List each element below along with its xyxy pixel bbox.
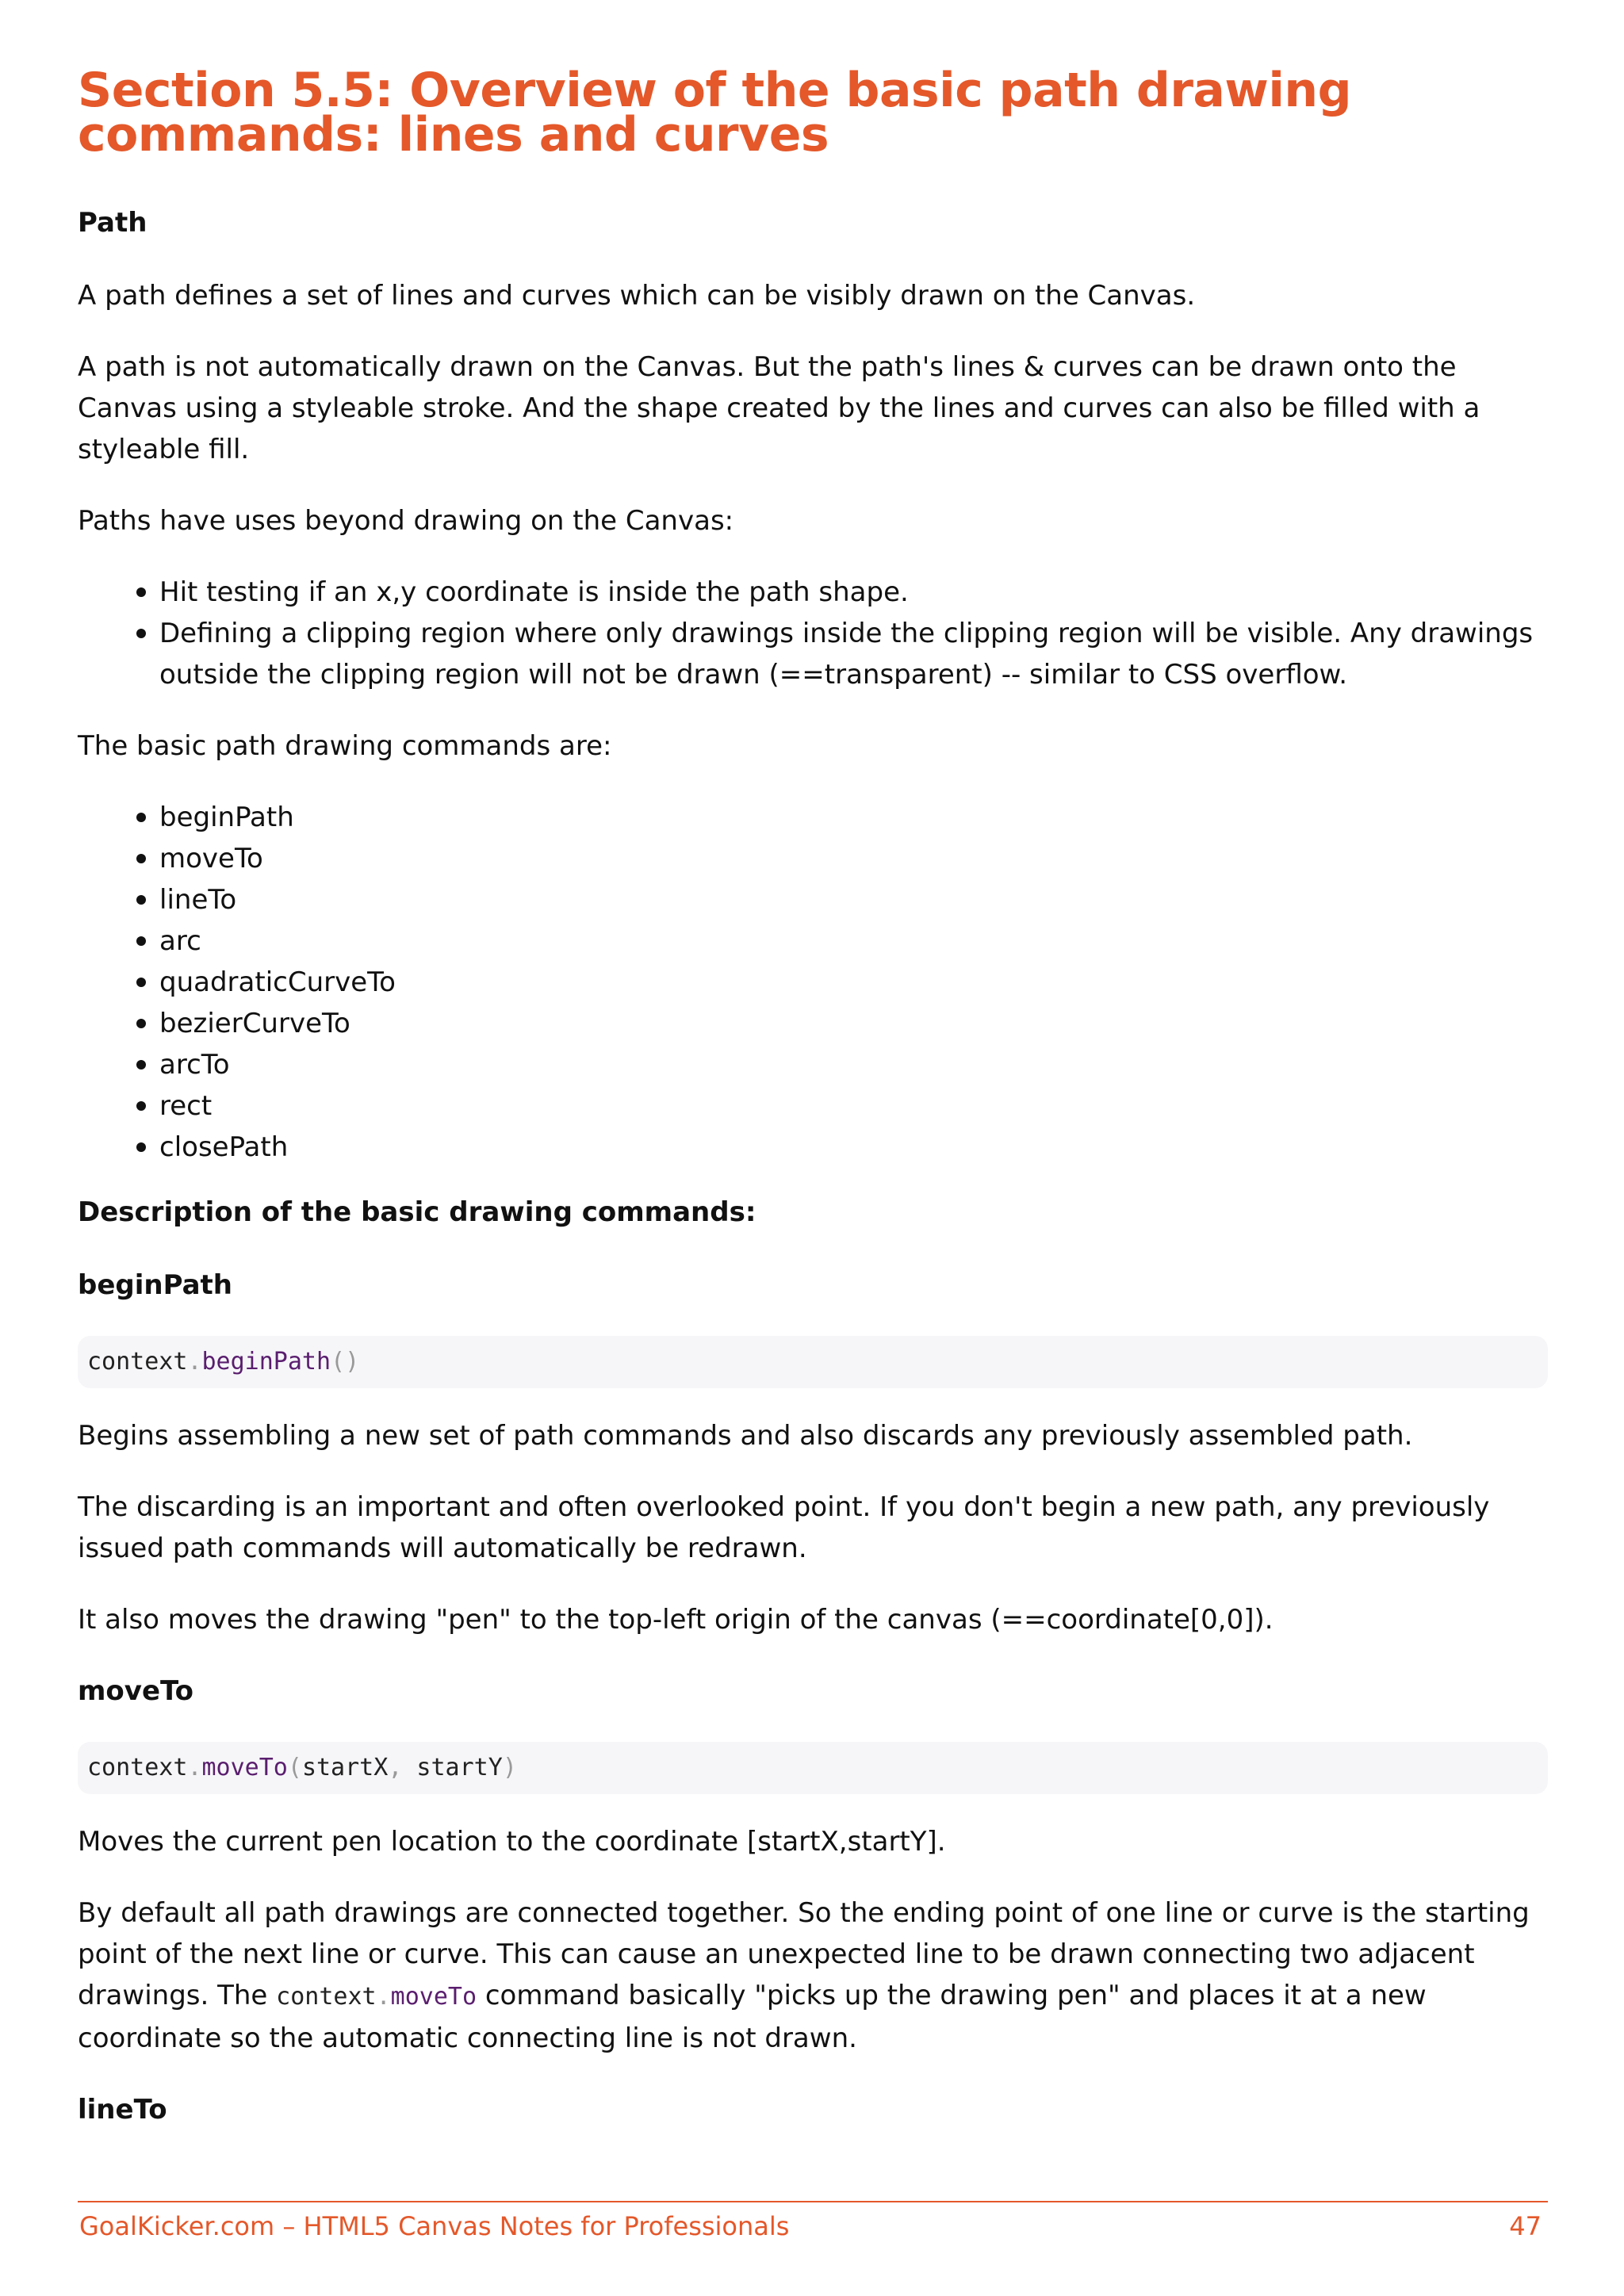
footer-divider: [78, 2201, 1548, 2202]
code-open-paren: (: [287, 1754, 302, 1781]
paragraph-moveto-2: [78, 1892, 1548, 2059]
code-dot: .: [187, 1754, 202, 1781]
inline-code-moveto: [276, 1983, 477, 2011]
code-block-moveto: [78, 1742, 1548, 1794]
paragraph-commands-intro: The basic path drawing commands are:: [78, 730, 612, 762]
heading-beginpath: beginPath: [78, 1269, 233, 1301]
list-item: Defining a clipping region where only drawings inside the clipping region will be visible. Any drawings outside the clipping region will not be drawn (==transparent) -- similar to CSS overflow.: [159, 613, 1548, 695]
heading-moveto: moveTo: [78, 1675, 194, 1707]
moveto-text-part1: By default all path drawings are connected together. So the ending point of one line or curve is the starting point of the next line or curve. This can cause an unexpected line to be drawn connecting two adjacent drawings. The: [78, 1897, 1530, 2011]
paragraph-path-uses: Paths have uses beyond drawing on the Canvas:: [78, 505, 734, 537]
code-function: moveTo: [201, 1754, 288, 1781]
paragraph-beginpath-3: It also moves the drawing "pen" to the top-left origin of the canvas (==coordinate[0,0]).: [78, 1604, 1274, 1636]
paragraph-beginpath-1: Begins assembling a new set of path commands and also discards any previously assembled path.: [78, 1420, 1413, 1452]
inline-code-function: moveTo: [390, 1983, 477, 2011]
list-item: arcTo: [159, 1044, 1548, 1085]
commands-list: [78, 797, 1548, 1168]
list-item: rect: [159, 1085, 1548, 1127]
code-arg-starty: startY: [402, 1754, 503, 1781]
footer-source: GoalKicker.com – HTML5 Canvas Notes for Professionals: [79, 2211, 790, 2241]
list-item: moveTo: [159, 838, 1548, 879]
code-comma: ,: [388, 1754, 403, 1781]
list-item: beginPath: [159, 797, 1548, 838]
code-close-paren: ): [502, 1754, 517, 1781]
list-item: closePath: [159, 1127, 1548, 1168]
uses-list: [78, 572, 1548, 695]
content-flow: [78, 202, 1548, 2130]
paragraph-path-drawing: A path is not automatically drawn on the Canvas. But the path's lines & curves can be drawn onto the Canvas using a styleable stroke. And the shape created by the lines and curves can also be filled with a styleable fill.: [78, 351, 1480, 465]
moveto-text-part2: command basically "picks up the drawing pen" and places it at a new coordinate so the automatic connecting line is not drawn.: [78, 1980, 1427, 2054]
code-object: context: [87, 1348, 188, 1376]
code-function: beginPath: [201, 1348, 331, 1376]
list-item: lineTo: [159, 879, 1548, 920]
heading-description: Description of the basic drawing commands:: [78, 1196, 756, 1228]
paragraph-path-definition: A path defines a set of lines and curves which can be visibly drawn on the Canvas.: [78, 280, 1196, 312]
inline-code-dot: .: [376, 1983, 391, 2011]
paragraph-moveto-1: Moves the current pen location to the coordinate [startX,startY].: [78, 1826, 946, 1858]
heading-lineto: lineTo: [78, 2094, 167, 2126]
code-arg-startx: startX: [301, 1754, 389, 1781]
code-block-beginpath: [78, 1336, 1548, 1388]
section-title: Section 5.5: Overview of the basic path drawing commands: lines and curves: [78, 63, 1352, 163]
list-item: bezierCurveTo: [159, 1003, 1548, 1044]
code-parens: (): [331, 1348, 360, 1376]
list-item: quadraticCurveTo: [159, 962, 1548, 1003]
inline-code-object: context: [276, 1983, 377, 2011]
paragraph-beginpath-2: The discarding is an important and often overlooked point. If you don't begin a new path, any previously issued path commands will automatically be redrawn.: [78, 1491, 1490, 1564]
code-object: context: [87, 1754, 188, 1781]
list-item: arc: [159, 920, 1548, 962]
footer-page-number: 47: [1509, 2211, 1542, 2241]
list-item: Hit testing if an x,y coordinate is inside the path shape.: [159, 572, 1548, 613]
heading-path: Path: [78, 207, 147, 239]
code-dot: .: [187, 1348, 202, 1376]
